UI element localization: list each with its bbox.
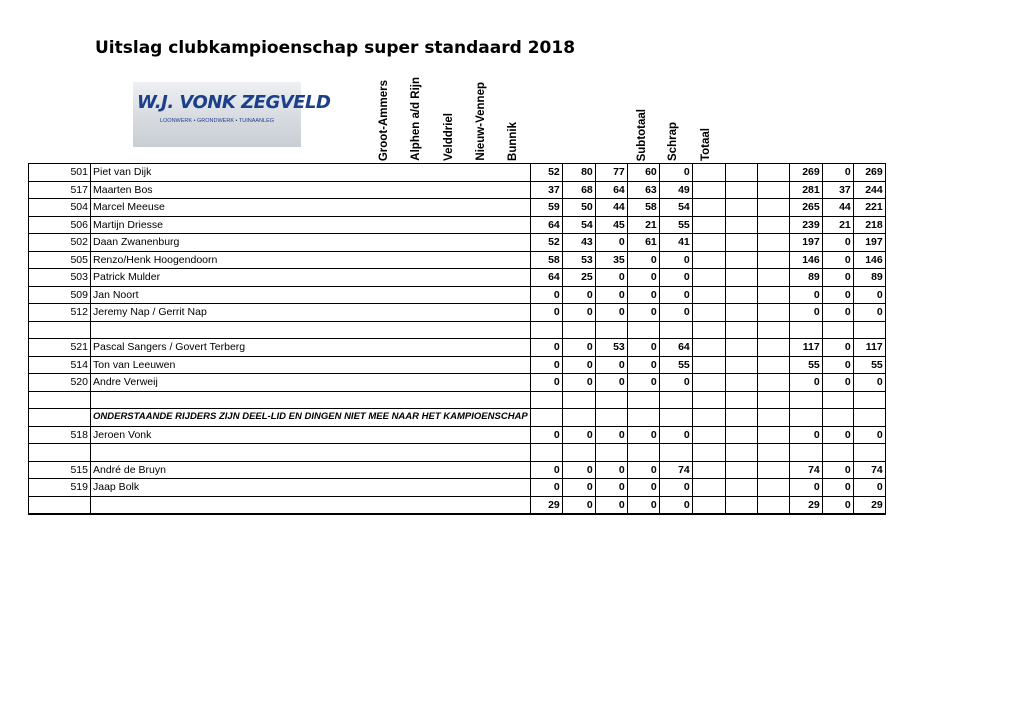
rider-number-cell — [29, 321, 91, 339]
score-cell: 0 — [627, 374, 659, 392]
note-text: ONDERSTAANDE RIJDERS ZIJN DEEL-LID EN DINGEN NIET MEE NAAR HET KAMPIOENSCHAP — [91, 409, 531, 427]
score-cell: 52 — [530, 164, 562, 182]
score-cell: 49 — [659, 181, 692, 199]
score-cell: 0 — [530, 374, 562, 392]
total-cell — [853, 321, 885, 339]
rider-name-cell: André de Bruyn — [91, 461, 531, 479]
schrap-cell: 0 — [822, 164, 853, 182]
score-cell: 64 — [595, 181, 627, 199]
score-cell — [627, 444, 659, 462]
rider-name-cell: Jeremy Nap / Gerrit Nap — [91, 304, 531, 322]
subtotal-cell: 89 — [789, 269, 822, 287]
score-cell: 60 — [627, 164, 659, 182]
score-cell: 0 — [562, 479, 595, 497]
score-cell: 53 — [562, 251, 595, 269]
score-cell: 35 — [595, 251, 627, 269]
schrap-cell — [822, 444, 853, 462]
score-cell — [692, 234, 725, 252]
rider-number-cell — [29, 444, 91, 462]
score-cell — [757, 426, 789, 444]
score-cell — [692, 181, 725, 199]
score-cell — [692, 269, 725, 287]
schrap-cell: 0 — [822, 269, 853, 287]
score-cell — [692, 251, 725, 269]
rider-number-cell: 501 — [29, 164, 91, 182]
score-cell — [757, 164, 789, 182]
subtotal-cell: 146 — [789, 251, 822, 269]
score-cell: 0 — [627, 461, 659, 479]
subtotal-cell: 269 — [789, 164, 822, 182]
score-cell — [757, 409, 789, 427]
score-cell — [692, 461, 725, 479]
table-row — [29, 216, 886, 234]
rider-number-cell — [29, 409, 91, 427]
score-cell: 0 — [595, 461, 627, 479]
score-cell — [659, 391, 692, 409]
score-cell: 0 — [595, 426, 627, 444]
subtotal-cell: 281 — [789, 181, 822, 199]
rider-number-cell: 502 — [29, 234, 91, 252]
score-cell: 64 — [530, 269, 562, 287]
subtotal-cell: 74 — [789, 461, 822, 479]
rider-name-cell: Patrick Mulder — [91, 269, 531, 287]
score-cell — [562, 409, 595, 427]
score-cell — [725, 461, 757, 479]
score-cell — [659, 321, 692, 339]
schrap-cell: 0 — [822, 251, 853, 269]
rider-name-cell — [91, 391, 531, 409]
total-cell — [822, 409, 853, 427]
score-cell: 0 — [530, 461, 562, 479]
score-cell — [692, 444, 725, 462]
score-cell: 0 — [659, 374, 692, 392]
score-cell — [725, 286, 757, 304]
score-cell: 58 — [530, 251, 562, 269]
score-cell — [530, 321, 562, 339]
score-cell: 21 — [627, 216, 659, 234]
col-header-velddriel: Velddriel — [443, 113, 455, 161]
total-cell: 197 — [853, 234, 885, 252]
score-cell: 0 — [562, 339, 595, 357]
score-cell: 54 — [562, 216, 595, 234]
score-cell — [725, 216, 757, 234]
subtotal-cell — [789, 444, 822, 462]
score-cell: 0 — [627, 286, 659, 304]
score-cell — [757, 304, 789, 322]
score-cell: 64 — [659, 339, 692, 357]
col-header-nieuw-vennep: Nieuw-Vennep — [475, 82, 487, 161]
table-row — [29, 479, 886, 497]
table-row — [29, 181, 886, 199]
score-cell — [692, 374, 725, 392]
score-cell — [757, 444, 789, 462]
score-cell: 0 — [659, 304, 692, 322]
score-cell: 0 — [562, 286, 595, 304]
score-cell — [595, 391, 627, 409]
score-cell — [692, 339, 725, 357]
subtotal-cell: 0 — [789, 374, 822, 392]
rider-name-cell: Piet van Dijk — [91, 164, 531, 182]
score-cell — [725, 374, 757, 392]
subtotal-cell: 0 — [789, 426, 822, 444]
table-row — [29, 251, 886, 269]
schrap-cell: 0 — [822, 304, 853, 322]
rider-number-cell: 505 — [29, 251, 91, 269]
score-cell — [757, 374, 789, 392]
table-row — [29, 391, 886, 409]
page-title: Uitslag clubkampioenschap super standaard 2018 — [95, 38, 576, 58]
score-cell: 0 — [562, 496, 595, 514]
rider-name-cell: Pascal Sangers / Govert Terberg — [91, 339, 531, 357]
schrap-cell — [822, 391, 853, 409]
score-cell — [692, 479, 725, 497]
score-cell — [725, 496, 757, 514]
score-cell: 77 — [595, 164, 627, 182]
score-cell — [692, 356, 725, 374]
rider-number-cell: 518 — [29, 426, 91, 444]
score-cell — [562, 321, 595, 339]
col-header-totaal: Totaal — [700, 127, 712, 161]
score-cell — [757, 199, 789, 217]
score-cell: 0 — [562, 374, 595, 392]
total-cell: 269 — [853, 164, 885, 182]
score-cell — [757, 216, 789, 234]
score-cell — [595, 409, 627, 427]
score-cell — [757, 479, 789, 497]
rider-name-cell — [91, 496, 531, 514]
score-cell — [692, 409, 725, 427]
rider-name-cell: Daan Zwanenburg — [91, 234, 531, 252]
score-cell — [725, 269, 757, 287]
score-cell: 0 — [595, 286, 627, 304]
score-cell — [659, 409, 692, 427]
schrap-cell: 0 — [822, 426, 853, 444]
score-cell: 50 — [562, 199, 595, 217]
total-cell: 218 — [853, 216, 885, 234]
table-row — [29, 426, 886, 444]
rider-name-cell: Jan Noort — [91, 286, 531, 304]
score-cell: 0 — [659, 426, 692, 444]
subtotal-cell: 239 — [789, 216, 822, 234]
score-cell — [757, 251, 789, 269]
score-cell — [725, 164, 757, 182]
score-cell — [692, 321, 725, 339]
score-cell: 0 — [562, 461, 595, 479]
score-cell: 0 — [595, 304, 627, 322]
rider-number-cell: 515 — [29, 461, 91, 479]
score-cell — [692, 164, 725, 182]
score-cell: 0 — [627, 269, 659, 287]
score-cell: 0 — [627, 479, 659, 497]
score-cell: 0 — [562, 356, 595, 374]
col-header-subtotaal: Subtotaal — [636, 108, 648, 161]
score-cell — [562, 391, 595, 409]
score-cell — [725, 391, 757, 409]
score-cell — [757, 321, 789, 339]
rider-name-cell: Marcel Meeuse — [91, 199, 531, 217]
total-cell: 0 — [853, 479, 885, 497]
score-cell — [757, 356, 789, 374]
logo-subtitle: LOONWERK • GRONDWERK • TUINAANLEG — [159, 118, 275, 124]
schrap-cell — [822, 321, 853, 339]
score-cell: 0 — [659, 251, 692, 269]
score-cell: 0 — [530, 339, 562, 357]
score-cell: 54 — [659, 199, 692, 217]
score-cell: 0 — [627, 496, 659, 514]
score-cell — [530, 409, 562, 427]
score-cell — [627, 391, 659, 409]
score-cell: 53 — [595, 339, 627, 357]
score-cell — [692, 496, 725, 514]
logo-name: W.J. VONK ZEGVELD — [137, 92, 331, 113]
score-cell: 0 — [562, 304, 595, 322]
total-cell: 55 — [853, 356, 885, 374]
total-cell — [853, 409, 885, 427]
table-row — [29, 234, 886, 252]
score-cell: 0 — [627, 339, 659, 357]
total-cell: 244 — [853, 181, 885, 199]
score-cell — [757, 286, 789, 304]
total-cell: 221 — [853, 199, 885, 217]
score-cell — [692, 304, 725, 322]
table-row — [29, 304, 886, 322]
schrap-cell: 0 — [822, 339, 853, 357]
schrap-cell: 0 — [822, 479, 853, 497]
score-cell — [692, 286, 725, 304]
schrap-cell: 0 — [822, 286, 853, 304]
score-cell — [627, 409, 659, 427]
score-cell: 0 — [530, 426, 562, 444]
subtotal-cell: 117 — [789, 339, 822, 357]
results-table — [28, 163, 886, 515]
score-cell — [530, 391, 562, 409]
table-row — [29, 461, 886, 479]
total-cell: 29 — [853, 496, 885, 514]
score-cell — [725, 199, 757, 217]
score-cell: 29 — [530, 496, 562, 514]
score-cell: 0 — [595, 374, 627, 392]
score-cell — [757, 391, 789, 409]
rider-number-cell — [29, 391, 91, 409]
rider-name-cell: Ton van Leeuwen — [91, 356, 531, 374]
rider-name-cell: Maarten Bos — [91, 181, 531, 199]
score-cell: 0 — [595, 496, 627, 514]
rider-number-cell: 509 — [29, 286, 91, 304]
score-cell — [659, 444, 692, 462]
score-cell — [725, 251, 757, 269]
score-cell: 0 — [530, 356, 562, 374]
score-cell — [725, 234, 757, 252]
col-header-bunnik: Bunnik — [507, 122, 519, 161]
score-cell: 0 — [659, 286, 692, 304]
score-cell: 55 — [659, 216, 692, 234]
score-cell: 0 — [627, 251, 659, 269]
table-row — [29, 496, 886, 514]
total-cell: 0 — [853, 374, 885, 392]
table-row — [29, 339, 886, 357]
rider-number-cell: 517 — [29, 181, 91, 199]
total-cell: 0 — [853, 304, 885, 322]
schrap-cell: 21 — [822, 216, 853, 234]
score-cell — [725, 356, 757, 374]
total-cell — [853, 391, 885, 409]
score-cell — [692, 216, 725, 234]
score-cell — [757, 269, 789, 287]
score-cell — [725, 409, 757, 427]
score-cell: 59 — [530, 199, 562, 217]
subtotal-cell: 197 — [789, 234, 822, 252]
rider-number-cell: 503 — [29, 269, 91, 287]
score-cell: 0 — [595, 356, 627, 374]
score-cell: 0 — [530, 479, 562, 497]
rider-name-cell: Andre Verweij — [91, 374, 531, 392]
score-cell: 43 — [562, 234, 595, 252]
subtotal-cell: 0 — [789, 286, 822, 304]
total-cell: 0 — [853, 426, 885, 444]
score-cell: 64 — [530, 216, 562, 234]
table-row — [29, 269, 886, 287]
subtotal-cell: 29 — [789, 496, 822, 514]
score-cell: 80 — [562, 164, 595, 182]
table-row — [29, 444, 886, 462]
table-row — [29, 286, 886, 304]
score-cell: 52 — [530, 234, 562, 252]
schrap-cell: 44 — [822, 199, 853, 217]
rider-number-cell: 504 — [29, 199, 91, 217]
score-cell — [725, 321, 757, 339]
rider-name-cell — [91, 444, 531, 462]
score-cell — [757, 339, 789, 357]
score-cell — [595, 321, 627, 339]
subtotal-cell — [789, 391, 822, 409]
score-cell — [725, 444, 757, 462]
score-cell — [725, 426, 757, 444]
col-header-alphen: Alphen a/d Rijn — [410, 77, 422, 161]
score-cell: 0 — [659, 496, 692, 514]
score-cell — [725, 304, 757, 322]
score-cell — [692, 199, 725, 217]
score-cell: 0 — [627, 304, 659, 322]
score-cell: 0 — [659, 269, 692, 287]
subtotal-cell: 55 — [789, 356, 822, 374]
total-cell — [853, 444, 885, 462]
score-cell: 0 — [659, 479, 692, 497]
rider-name-cell — [91, 321, 531, 339]
score-cell — [725, 339, 757, 357]
score-cell: 0 — [530, 286, 562, 304]
rider-number-cell — [29, 496, 91, 514]
score-cell: 0 — [562, 426, 595, 444]
score-cell: 61 — [627, 234, 659, 252]
score-cell — [562, 444, 595, 462]
total-cell: 0 — [853, 286, 885, 304]
schrap-cell: 0 — [822, 461, 853, 479]
total-cell: 74 — [853, 461, 885, 479]
table-row — [29, 374, 886, 392]
score-cell: 68 — [562, 181, 595, 199]
table-row — [29, 321, 886, 339]
schrap-cell: 37 — [822, 181, 853, 199]
schrap-cell: 0 — [822, 374, 853, 392]
schrap-cell: 0 — [822, 496, 853, 514]
score-cell — [725, 181, 757, 199]
total-cell — [789, 409, 822, 427]
schrap-cell: 0 — [822, 234, 853, 252]
rider-number-cell: 514 — [29, 356, 91, 374]
total-cell: 89 — [853, 269, 885, 287]
rider-number-cell: 521 — [29, 339, 91, 357]
subtotal-cell: 265 — [789, 199, 822, 217]
score-cell: 58 — [627, 199, 659, 217]
score-cell — [530, 444, 562, 462]
score-cell: 74 — [659, 461, 692, 479]
rider-number-cell: 519 — [29, 479, 91, 497]
score-cell — [757, 496, 789, 514]
score-cell: 0 — [659, 164, 692, 182]
score-cell: 55 — [659, 356, 692, 374]
rider-name-cell: Jaap Bolk — [91, 479, 531, 497]
score-cell — [692, 391, 725, 409]
col-header-groot-ammers: Groot-Ammers — [378, 79, 390, 161]
rider-number-cell: 520 — [29, 374, 91, 392]
score-cell: 44 — [595, 199, 627, 217]
rider-number-cell: 506 — [29, 216, 91, 234]
rider-name-cell: Renzo/Henk Hoogendoorn — [91, 251, 531, 269]
subtotal-cell: 0 — [789, 304, 822, 322]
company-logo — [133, 82, 331, 147]
score-cell: 0 — [595, 479, 627, 497]
subtotal-cell: 0 — [789, 479, 822, 497]
table-row — [29, 164, 886, 182]
score-cell — [725, 479, 757, 497]
score-cell: 25 — [562, 269, 595, 287]
rider-name-cell: Jeroen Vonk — [91, 426, 531, 444]
table-row — [29, 199, 886, 217]
score-cell: 45 — [595, 216, 627, 234]
score-cell: 0 — [595, 234, 627, 252]
score-cell: 0 — [627, 356, 659, 374]
score-cell: 0 — [530, 304, 562, 322]
score-cell — [627, 321, 659, 339]
score-cell: 0 — [627, 426, 659, 444]
score-cell: 41 — [659, 234, 692, 252]
score-cell — [595, 444, 627, 462]
note-row — [29, 409, 886, 427]
total-cell: 117 — [853, 339, 885, 357]
total-cell: 146 — [853, 251, 885, 269]
col-header-schrap: Schrap — [667, 122, 679, 161]
schrap-cell: 0 — [822, 356, 853, 374]
table-row — [29, 356, 886, 374]
subtotal-cell — [789, 321, 822, 339]
score-cell — [757, 461, 789, 479]
score-cell — [757, 181, 789, 199]
score-cell — [692, 426, 725, 444]
score-cell: 37 — [530, 181, 562, 199]
rider-number-cell: 512 — [29, 304, 91, 322]
rider-name-cell: Martijn Driesse — [91, 216, 531, 234]
score-cell — [757, 234, 789, 252]
score-cell: 0 — [595, 269, 627, 287]
score-cell: 63 — [627, 181, 659, 199]
